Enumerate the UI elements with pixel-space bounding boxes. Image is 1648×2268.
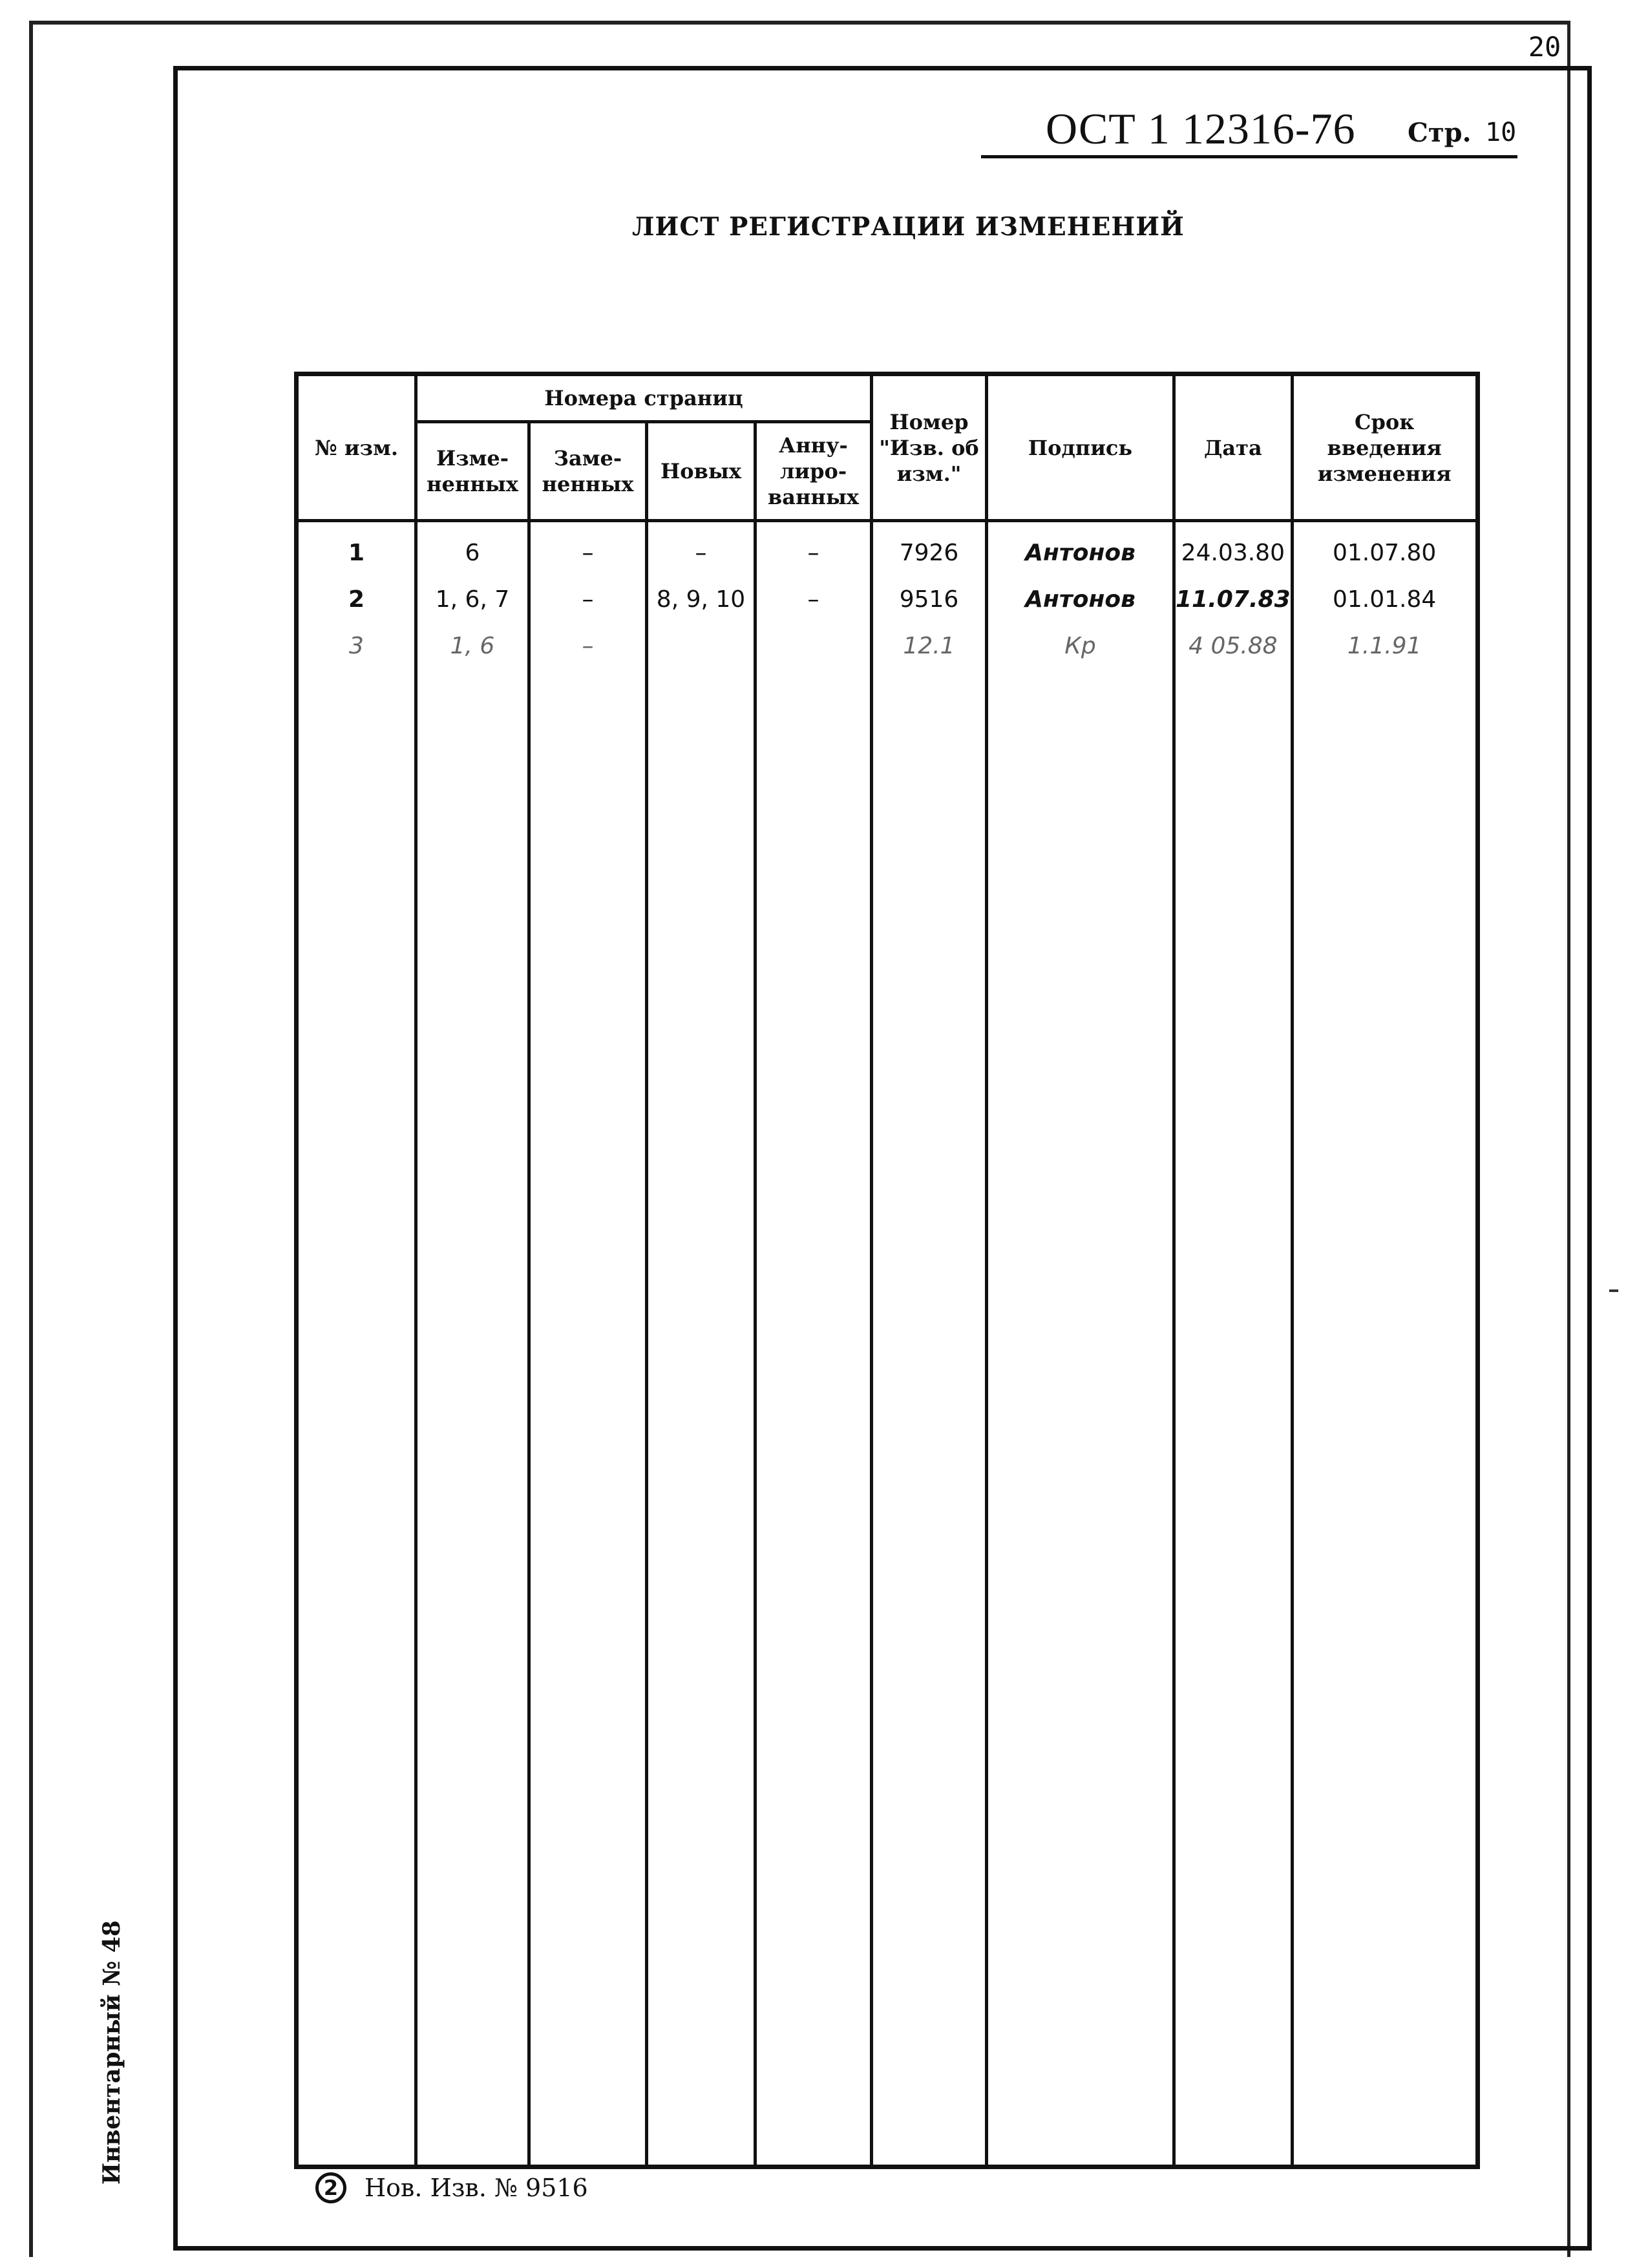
table-row xyxy=(297,521,1478,577)
cell-new-pages: – xyxy=(647,521,755,577)
header-signature: Подпись xyxy=(987,374,1174,521)
header-notice-number: Номер "Изв. об изм." xyxy=(872,374,987,521)
table-row xyxy=(297,577,1478,623)
cell-replaced-pages: – xyxy=(529,577,647,623)
cell-changed-pages: 1, 6 xyxy=(416,623,529,670)
footer-note xyxy=(315,2168,588,2207)
cell-new-pages: 8, 9, 10 xyxy=(647,577,755,623)
header-replaced-pages: Заме-ненных xyxy=(529,422,647,521)
cell-notice-number: 9516 xyxy=(872,577,987,623)
cell-date: 24.03.80 xyxy=(1174,521,1293,577)
cell-replaced-pages: – xyxy=(529,623,647,670)
cell-signature: Антонов xyxy=(987,521,1174,577)
cell-change-number: 2 xyxy=(297,577,416,623)
revision-badge: 2 xyxy=(315,2172,346,2203)
cell-notice-number: 7926 xyxy=(872,521,987,577)
cell-signature: Антонов xyxy=(987,577,1174,623)
inventory-number: Инвентарный № 48 xyxy=(98,1920,125,2185)
change-registration-table xyxy=(294,372,1480,2169)
cell-annulled-pages: – xyxy=(755,521,872,577)
document-title: ЛИСТ РЕГИСТРАЦИИ ИЗМЕНЕНИЙ xyxy=(632,212,1185,242)
cell-notice-number: 12.1 xyxy=(872,623,987,670)
cell-new-pages xyxy=(647,623,755,670)
table-row xyxy=(297,623,1478,670)
page-number: 20 xyxy=(1528,31,1561,63)
header-change-number: № изм. xyxy=(297,374,416,521)
cell-replaced-pages: – xyxy=(529,521,647,577)
cell-changed-pages: 1, 6, 7 xyxy=(416,577,529,623)
cell-effective-date: 1.1.91 xyxy=(1292,623,1477,670)
sheet-label: Стр. xyxy=(1408,118,1472,148)
table-empty-space xyxy=(297,670,1478,2167)
cell-date: 4 05.88 xyxy=(1174,623,1293,670)
cell-changed-pages: 6 xyxy=(416,521,529,577)
header-annulled-pages: Анну-лиро-ванных xyxy=(755,422,872,521)
cell-change-number: 3 xyxy=(297,623,416,670)
cell-effective-date: 01.07.80 xyxy=(1292,521,1477,577)
header-date: Дата xyxy=(1174,374,1293,521)
cell-annulled-pages: – xyxy=(755,577,872,623)
cell-signature: Кр xyxy=(987,623,1174,670)
header-new-pages: Новых xyxy=(647,422,755,521)
cell-change-number: 1 xyxy=(297,521,416,577)
header-effective-date: Срок введения изменения xyxy=(1292,374,1477,521)
header-underline xyxy=(981,155,1517,158)
header-changed-pages: Изме-ненных xyxy=(416,422,529,521)
document-code: ОСТ 1 12316-76 xyxy=(1046,104,1356,153)
sheet-number: 10 xyxy=(1485,118,1517,147)
cell-effective-date: 01.01.84 xyxy=(1292,577,1477,623)
scan-mark xyxy=(1609,1289,1618,1292)
footer-note-text: Нов. Изв. № 9516 xyxy=(364,2174,588,2202)
header-page-numbers: Номера страниц xyxy=(416,374,872,422)
cell-date: 11.07.83 xyxy=(1174,577,1293,623)
cell-annulled-pages xyxy=(755,623,872,670)
